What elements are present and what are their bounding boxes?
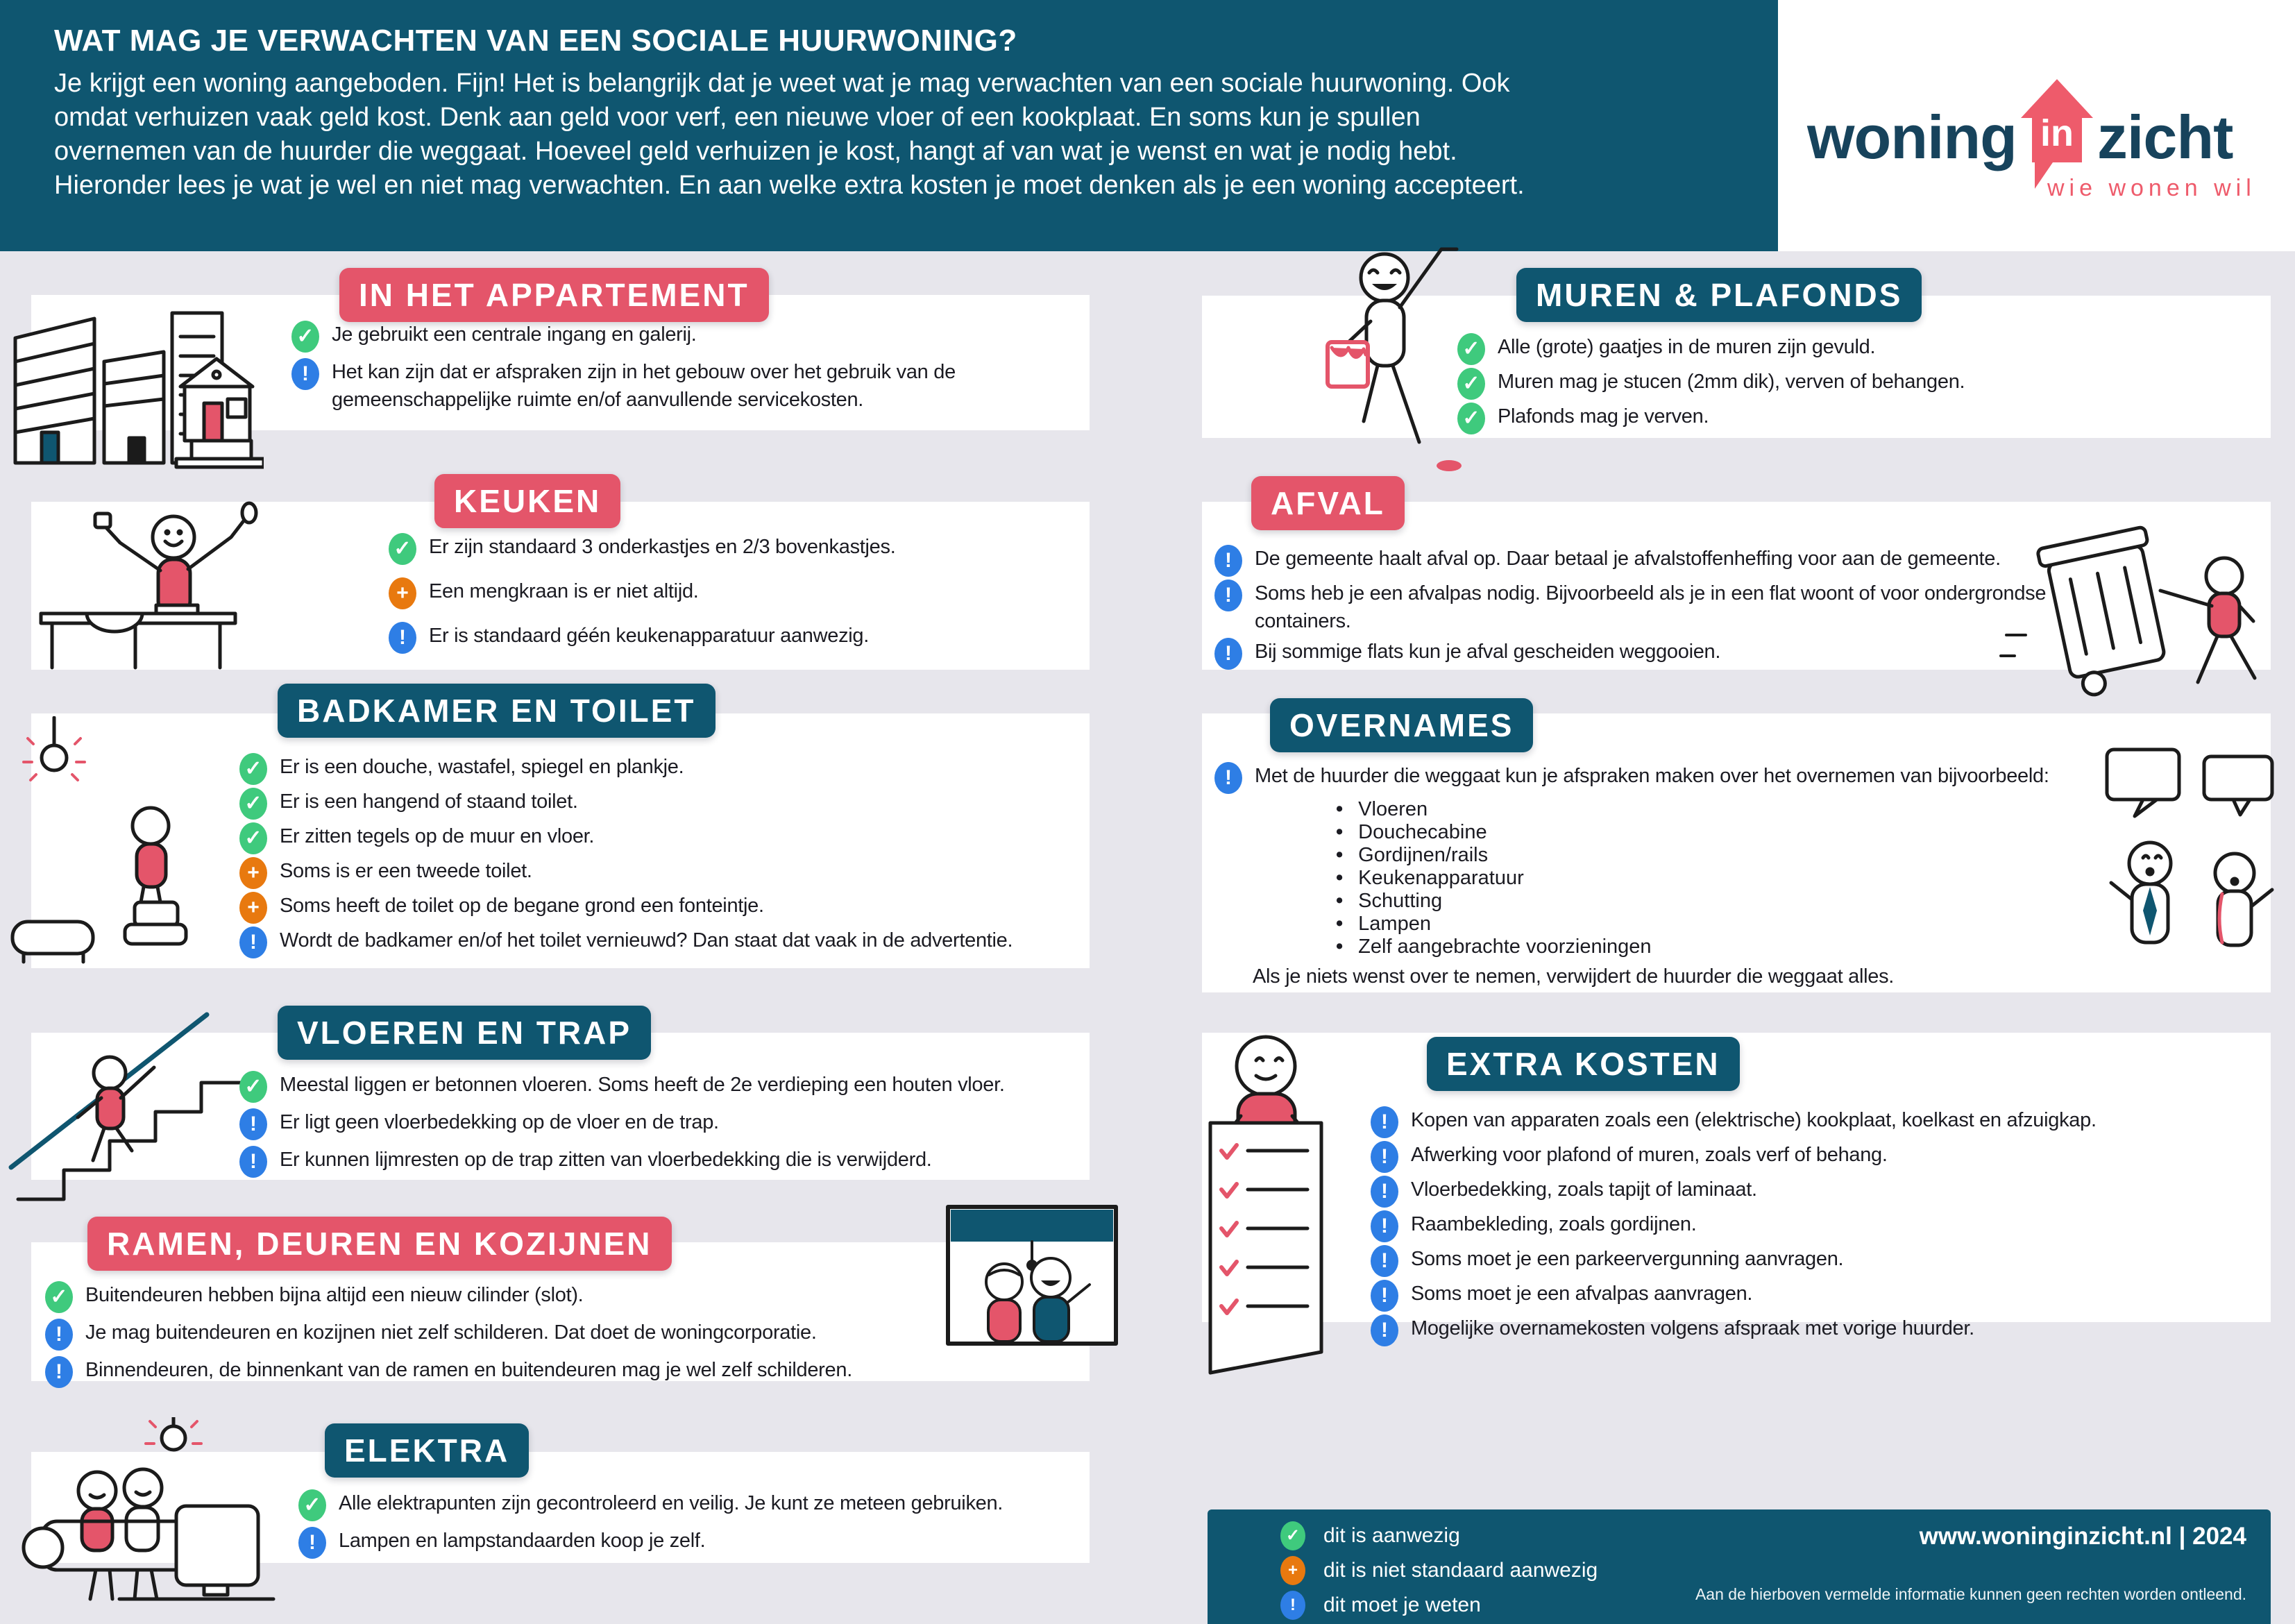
section-items-badkamer <box>239 753 1093 961</box>
list-item <box>239 1108 1093 1140</box>
item-text: Alle elektrapunten zijn gecontroleerd en veilig. Je kunt ze meteen gebruiken. <box>339 1492 1003 1514</box>
item-text: Bij sommige flats kun je afval gescheiden weggooien. <box>1255 641 1721 663</box>
item-text: Soms moet je een parkeervergunning aanvragen. <box>1411 1248 1844 1270</box>
list-item <box>1457 368 2255 400</box>
legend-item <box>1280 1591 1598 1620</box>
item-text: Raambekleding, zoals gordijnen. <box>1411 1213 1697 1235</box>
item-text: Buitendeuren hebben bijna altijd een nieuw cilinder (slot). <box>85 1284 584 1306</box>
bullet-item: • Zelf aangebrachte voorzieningen <box>1336 936 1652 958</box>
check-icon: ✓ <box>239 753 267 785</box>
website-link[interactable]: www.woninginzicht.nl | 2024 <box>1919 1523 2246 1550</box>
section-badge-vloeren: VLOEREN EN TRAP <box>278 1006 651 1060</box>
list-item <box>1371 1141 2266 1173</box>
logo-house-icon <box>2021 79 2093 190</box>
list-item <box>298 1527 1173 1559</box>
list-item <box>1214 638 2137 670</box>
section-badge-keuken: KEUKEN <box>434 474 620 528</box>
logo-word-zicht: zicht <box>2097 103 2233 171</box>
item-text: Lampen en lampstandaarden koop je zelf. <box>339 1530 706 1552</box>
item-text: Er zijn standaard 3 onderkastjes en 2/3 bovenkastjes. <box>429 536 896 558</box>
bullet-item: • Gordijnen/rails <box>1336 844 1489 866</box>
list-item <box>389 533 1083 565</box>
legend <box>1280 1521 1598 1624</box>
info-icon: ! <box>291 358 319 390</box>
section-badge-elektra: ELEKTRA <box>325 1423 529 1478</box>
list-item <box>389 577 1083 609</box>
intro-line: Hieronder lees je wat je wel en niet mag verwachten. En aan welke extra kosten je moet denken als je een woning accepteert. <box>54 171 1525 200</box>
plus-icon: + <box>1280 1556 1305 1585</box>
info-icon: ! <box>1371 1210 1398 1242</box>
intro-line: overnemen van de huurder die weggaat. Hoeveel geld verhuizen je kost, hangt af van wat je wenst en wat je nodig hebt. <box>54 137 1457 166</box>
item-text: Er ligt geen vloerbedekking op de vloer en de trap. <box>280 1111 719 1133</box>
item-text: Kopen van apparaten zoals een (elektrische) kookplaat, koelkast en afzuigkap. <box>1411 1109 2097 1131</box>
info-icon: ! <box>45 1356 73 1388</box>
section-items-ramen <box>45 1281 975 1394</box>
intro-text <box>54 67 1525 203</box>
item-text: Wordt de badkamer en/of het toilet vernieuwd? Dan staat dat vaak in de advertentie. <box>280 929 1013 951</box>
check-icon: ✓ <box>239 788 267 820</box>
intro-line: Je krijgt een woning aangeboden. Fijn! Het is belangrijk dat je weet wat je mag verwachten van een sociale huurwoning. Ook <box>54 69 1510 98</box>
item-text: Een mengkraan is er niet altijd. <box>429 580 699 602</box>
info-icon: ! <box>1371 1141 1398 1173</box>
list-item <box>1214 545 2137 577</box>
list-item <box>1214 580 2137 635</box>
item-text: De gemeente haalt afval op. Daar betaal je afvalstoffenheffing voor aan de gemeente. <box>1255 548 2001 570</box>
bullet-item: • Lampen <box>1336 913 1431 935</box>
list-item <box>239 1146 1093 1178</box>
info-icon: ! <box>1214 638 1242 670</box>
info-icon: ! <box>1371 1280 1398 1312</box>
plus-icon: + <box>239 857 267 889</box>
info-icon: ! <box>1214 762 1242 794</box>
check-icon: ✓ <box>389 533 416 565</box>
info-icon: ! <box>239 927 267 958</box>
item-text: Je mag buitendeuren en kozijnen niet zelf schilderen. Dat doet de woningcorporatie. <box>85 1321 817 1344</box>
section-items-vloeren <box>239 1071 1093 1183</box>
list-item <box>1214 762 2200 794</box>
overnames-bullet-list <box>1336 798 1652 958</box>
item-text: Soms is er een tweede toilet. <box>280 860 532 882</box>
info-icon: ! <box>1371 1245 1398 1277</box>
info-icon: ! <box>239 1108 267 1140</box>
item-text: Vloerbedekking, zoals tapijt of laminaat. <box>1411 1178 1757 1201</box>
item-text: Alle (grote) gaatjes in de muren zijn gevuld. <box>1498 336 1876 358</box>
section-items-overnames <box>1214 762 2200 797</box>
legend-label: dit is aanwezig <box>1323 1524 1460 1547</box>
list-item <box>1371 1176 2266 1208</box>
item-text: Plafonds mag je verven. <box>1498 405 1709 428</box>
section-badge-appartement: IN HET APPARTEMENT <box>339 268 769 322</box>
list-item <box>1371 1210 2266 1242</box>
page-title: WAT MAG JE VERWACHTEN VAN EEN SOCIALE HUURWONING? <box>54 24 1017 58</box>
logo-word-woning: woning <box>1807 103 2017 171</box>
section-items-appartement <box>291 321 1096 419</box>
list-item <box>1457 333 2255 365</box>
svg-text:in: in <box>2040 112 2074 154</box>
item-text: Met de huurder die weggaat kun je afspraken maken over het overnemen van bijvoorbeeld: <box>1255 765 2049 787</box>
section-items-extrakosten <box>1371 1106 2266 1349</box>
item-text: Er kunnen lijmresten op de trap zitten van vloerbedekking die is verwijderd. <box>280 1149 932 1171</box>
plus-icon: + <box>239 892 267 924</box>
item-text: Meestal liggen er betonnen vloeren. Soms heeft de 2e verdieping een houten vloer. <box>280 1074 1005 1096</box>
item-text: Er is een hangend of staand toilet. <box>280 790 578 813</box>
check-icon: ✓ <box>1457 333 1485 365</box>
list-item <box>298 1489 1173 1521</box>
list-item <box>239 822 1093 854</box>
list-item <box>239 1071 1093 1103</box>
bullet-item: • Douchecabine <box>1336 821 1487 843</box>
disclaimer-text: Aan de hierboven vermelde informatie kunnen geen rechten worden ontleend. <box>1695 1585 2246 1603</box>
item-text: Je gebruikt een centrale ingang en galerij. <box>332 323 697 346</box>
list-item <box>239 927 1093 958</box>
check-icon: ✓ <box>1280 1521 1305 1550</box>
section-items-afval <box>1214 545 2137 673</box>
info-icon: ! <box>1280 1591 1305 1620</box>
list-item <box>45 1281 975 1313</box>
list-item <box>1371 1106 2266 1138</box>
info-icon: ! <box>45 1319 73 1351</box>
list-item <box>239 857 1093 889</box>
item-text: Binnendeuren, de binnenkant van de ramen en buitendeuren mag je wel zelf schilderen. <box>85 1359 852 1381</box>
item-text: Het kan zijn dat er afspraken zijn in het gebouw over het gebruik van de gemeenschappelijke ruimte en/of aanvullende servicekosten. <box>332 361 956 411</box>
item-text: Er zitten tegels op de muur en vloer. <box>280 825 595 847</box>
legend-label: dit moet je weten <box>1323 1593 1481 1616</box>
bullet-item: • Vloeren <box>1336 798 1428 820</box>
list-item <box>1371 1280 2266 1312</box>
section-items-muren <box>1457 333 2255 437</box>
list-item <box>389 622 1083 654</box>
item-text: Muren mag je stucen (2mm dik), verven of behangen. <box>1498 371 1965 393</box>
section-badge-muren: MUREN & PLAFONDS <box>1516 268 1922 322</box>
info-icon: ! <box>298 1527 326 1559</box>
check-icon: ✓ <box>239 822 267 854</box>
bullet-item: • Schutting <box>1336 890 1443 912</box>
list-item <box>1457 403 2255 434</box>
info-icon: ! <box>1371 1176 1398 1208</box>
section-badge-afval: AFVAL <box>1251 476 1405 530</box>
section-badge-badkamer: BADKAMER EN TOILET <box>278 684 715 738</box>
list-item <box>1371 1245 2266 1277</box>
check-icon: ✓ <box>45 1281 73 1313</box>
list-item <box>45 1356 975 1388</box>
legend-item <box>1280 1556 1598 1585</box>
item-text: Mogelijke overnamekosten volgens afspraak met vorige huurder. <box>1411 1317 1974 1339</box>
bullet-item: • Keukenapparatuur <box>1336 867 1524 889</box>
info-icon: ! <box>1371 1314 1398 1346</box>
legend-item <box>1280 1521 1598 1550</box>
list-item <box>291 321 1096 353</box>
item-text: Soms heb je een afvalpas nodig. Bijvoorbeeld als je in een flat woont of voor ondergrondse containers. <box>1255 582 2047 632</box>
info-icon: ! <box>1214 545 1242 577</box>
section-badge-ramen: RAMEN, DEUREN EN KOZIJNEN <box>87 1217 672 1271</box>
info-icon: ! <box>239 1146 267 1178</box>
list-item <box>239 892 1093 924</box>
plus-icon: + <box>389 577 416 609</box>
check-icon: ✓ <box>298 1489 326 1521</box>
logo-tagline: wie wonen wil <box>2047 175 2256 201</box>
section-badge-overnames: OVERNAMES <box>1270 698 1533 752</box>
item-text: Soms moet je een afvalpas aanvragen. <box>1411 1283 1753 1305</box>
section-badge-extrakosten: EXTRA KOSTEN <box>1427 1037 1740 1091</box>
info-icon: ! <box>389 622 416 654</box>
overnames-note: Als je niets wenst over te nemen, verwijdert de huurder die weggaat alles. <box>1253 965 1895 988</box>
list-item <box>239 753 1093 785</box>
check-icon: ✓ <box>291 321 319 353</box>
check-icon: ✓ <box>239 1071 267 1103</box>
item-text: Er is een douche, wastafel, spiegel en plankje. <box>280 756 684 778</box>
section-items-elektra <box>298 1489 1173 1564</box>
item-text: Er is standaard géén keukenapparatuur aanwezig. <box>429 625 869 647</box>
item-text: Afwerking voor plafond of muren, zoals verf of behang. <box>1411 1144 1888 1166</box>
info-icon: ! <box>1371 1106 1398 1138</box>
list-item <box>1371 1314 2266 1346</box>
list-item <box>291 358 1096 414</box>
intro-line: omdat verhuizen vaak geld kost. Denk aan geld voor verf, een nieuwe vloer of een kookplaat. En soms kun je spullen <box>54 103 1421 132</box>
list-item <box>239 788 1093 820</box>
check-icon: ✓ <box>1457 368 1485 400</box>
section-items-keuken <box>389 533 1083 666</box>
list-item <box>45 1319 975 1351</box>
logo-panel <box>1778 0 2295 251</box>
info-icon: ! <box>1214 580 1242 611</box>
check-icon: ✓ <box>1457 403 1485 434</box>
legend-label: dit is niet standaard aanwezig <box>1323 1559 1598 1582</box>
item-text: Soms heeft de toilet op de begane grond een fonteintje. <box>280 895 764 917</box>
